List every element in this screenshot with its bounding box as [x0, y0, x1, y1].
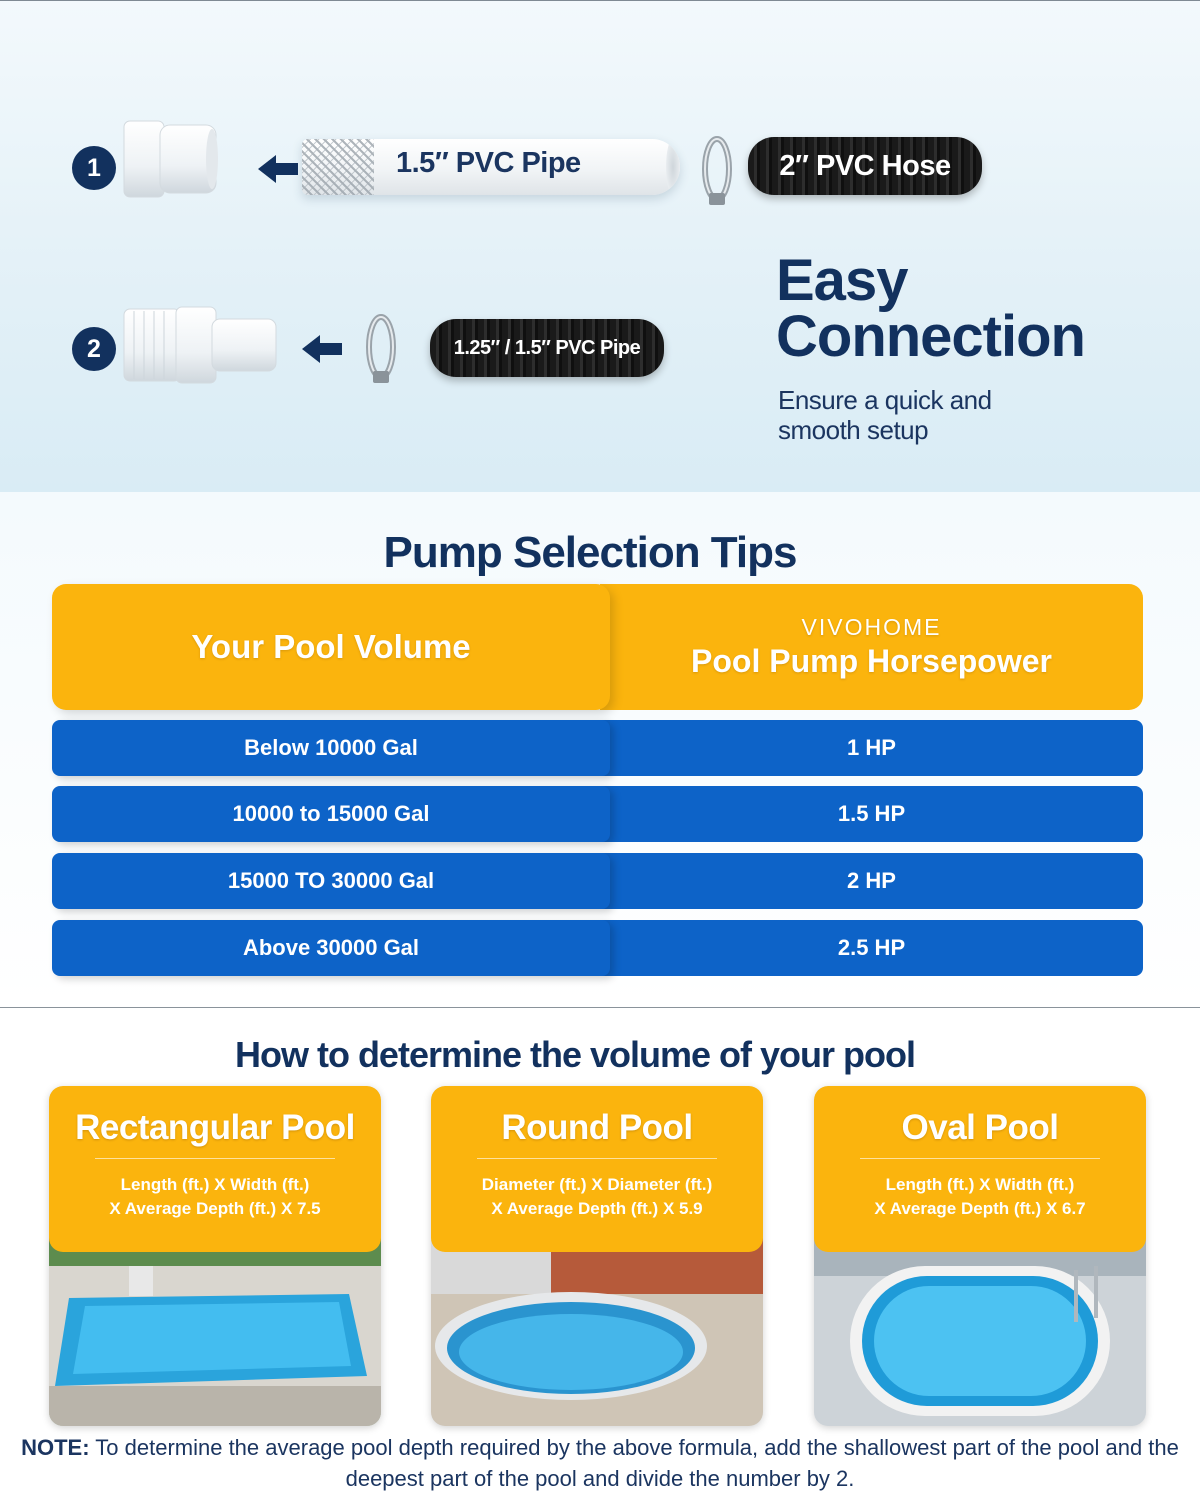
- pipe-mesh-texture: [302, 139, 374, 195]
- divider: [477, 1158, 717, 1159]
- brand-logo: VIVOHOME: [801, 614, 942, 640]
- title-line-1: Easy: [776, 248, 908, 313]
- pvc-pipe: [302, 139, 680, 195]
- arrow-left-icon-2: [302, 333, 342, 365]
- note-text: [0, 1432, 1200, 1494]
- hp-cell: 2 HP: [600, 853, 1143, 909]
- step-1-badge: 1: [72, 146, 116, 190]
- volume-cell: Below 10000 Gal: [52, 720, 610, 776]
- note-body: To determine the average pool depth required by the above formula, add the shallowest part of the pool and the deepest part of the pool and divide the number by 2.: [95, 1435, 1179, 1491]
- card-title: Rectangular Pool: [75, 1108, 355, 1147]
- card-header: [49, 1086, 381, 1252]
- header-pool-volume: Your Pool Volume: [52, 584, 610, 710]
- hose-clamp-icon-2: [364, 313, 398, 385]
- card-header: [431, 1086, 763, 1252]
- volume-title: How to determine the volume of your pool: [234, 1034, 916, 1075]
- easy-connection-title: [776, 248, 1085, 369]
- card-title: Round Pool: [501, 1108, 693, 1147]
- oval-pool-photo: [814, 1236, 1146, 1426]
- table-row: [52, 920, 1143, 976]
- pvc-hose-2in: 2″ PVC Hose: [748, 137, 982, 195]
- formula-line-1: Length (ft.) X Width (ft.): [120, 1175, 310, 1194]
- formula-line-1: Length (ft.) X Width (ft.): [885, 1175, 1075, 1194]
- divider: [860, 1158, 1100, 1159]
- pvc-hose-125-15: 1.25″ / 1.5″ PVC Pipe: [430, 319, 664, 377]
- round-pool-photo: [431, 1236, 763, 1426]
- formula-line-1: Diameter (ft.) X Diameter (ft.): [481, 1175, 713, 1194]
- card-title: Oval Pool: [901, 1108, 1059, 1147]
- threaded-adapter-icon: [122, 305, 280, 385]
- volume-cell: 15000 TO 30000 Gal: [52, 853, 610, 909]
- rectangular-pool-photo: [49, 1236, 381, 1426]
- pump-tips-title: Pump Selection Tips: [383, 528, 797, 577]
- pump-selection-section: [0, 492, 1200, 1008]
- title-line-2: Connection: [776, 304, 1085, 369]
- step-2-badge: 2: [72, 327, 116, 371]
- table-row: [52, 786, 1143, 842]
- table-row: [52, 720, 1143, 776]
- table-row: [52, 853, 1143, 909]
- card-header: [814, 1086, 1146, 1252]
- formula-line-2: X Average Depth (ft.) X 7.5: [109, 1199, 321, 1218]
- formula-line-2: X Average Depth (ft.) X 6.7: [874, 1199, 1086, 1218]
- hp-cell: 1.5 HP: [600, 786, 1143, 842]
- easy-connection-section: [0, 0, 1200, 492]
- slip-adapter-icon: [122, 119, 220, 199]
- formula-line-2: X Average Depth (ft.) X 5.9: [491, 1199, 703, 1218]
- volume-cell: 10000 to 15000 Gal: [52, 786, 610, 842]
- rectangular-pool-card: [49, 1086, 381, 1426]
- easy-connection-subtitle: Ensure a quick and smooth setup: [778, 385, 992, 445]
- note-label: NOTE:: [21, 1435, 90, 1460]
- pipe-end: [666, 139, 680, 195]
- hp-cell: 1 HP: [600, 720, 1143, 776]
- pool-volume-section: [0, 1008, 1200, 1500]
- pvc-pipe-label: 1.5″ PVC Pipe: [396, 147, 581, 179]
- header-horsepower: [600, 584, 1143, 710]
- hose-clamp-icon: [700, 135, 734, 207]
- hp-cell: 2.5 HP: [600, 920, 1143, 976]
- round-pool-card: [431, 1086, 763, 1426]
- divider: [95, 1158, 335, 1159]
- arrow-left-icon: [258, 153, 298, 185]
- volume-cell: Above 30000 Gal: [52, 920, 610, 976]
- oval-pool-card: [814, 1086, 1146, 1426]
- header-horsepower-label: Pool Pump Horsepower: [691, 643, 1052, 679]
